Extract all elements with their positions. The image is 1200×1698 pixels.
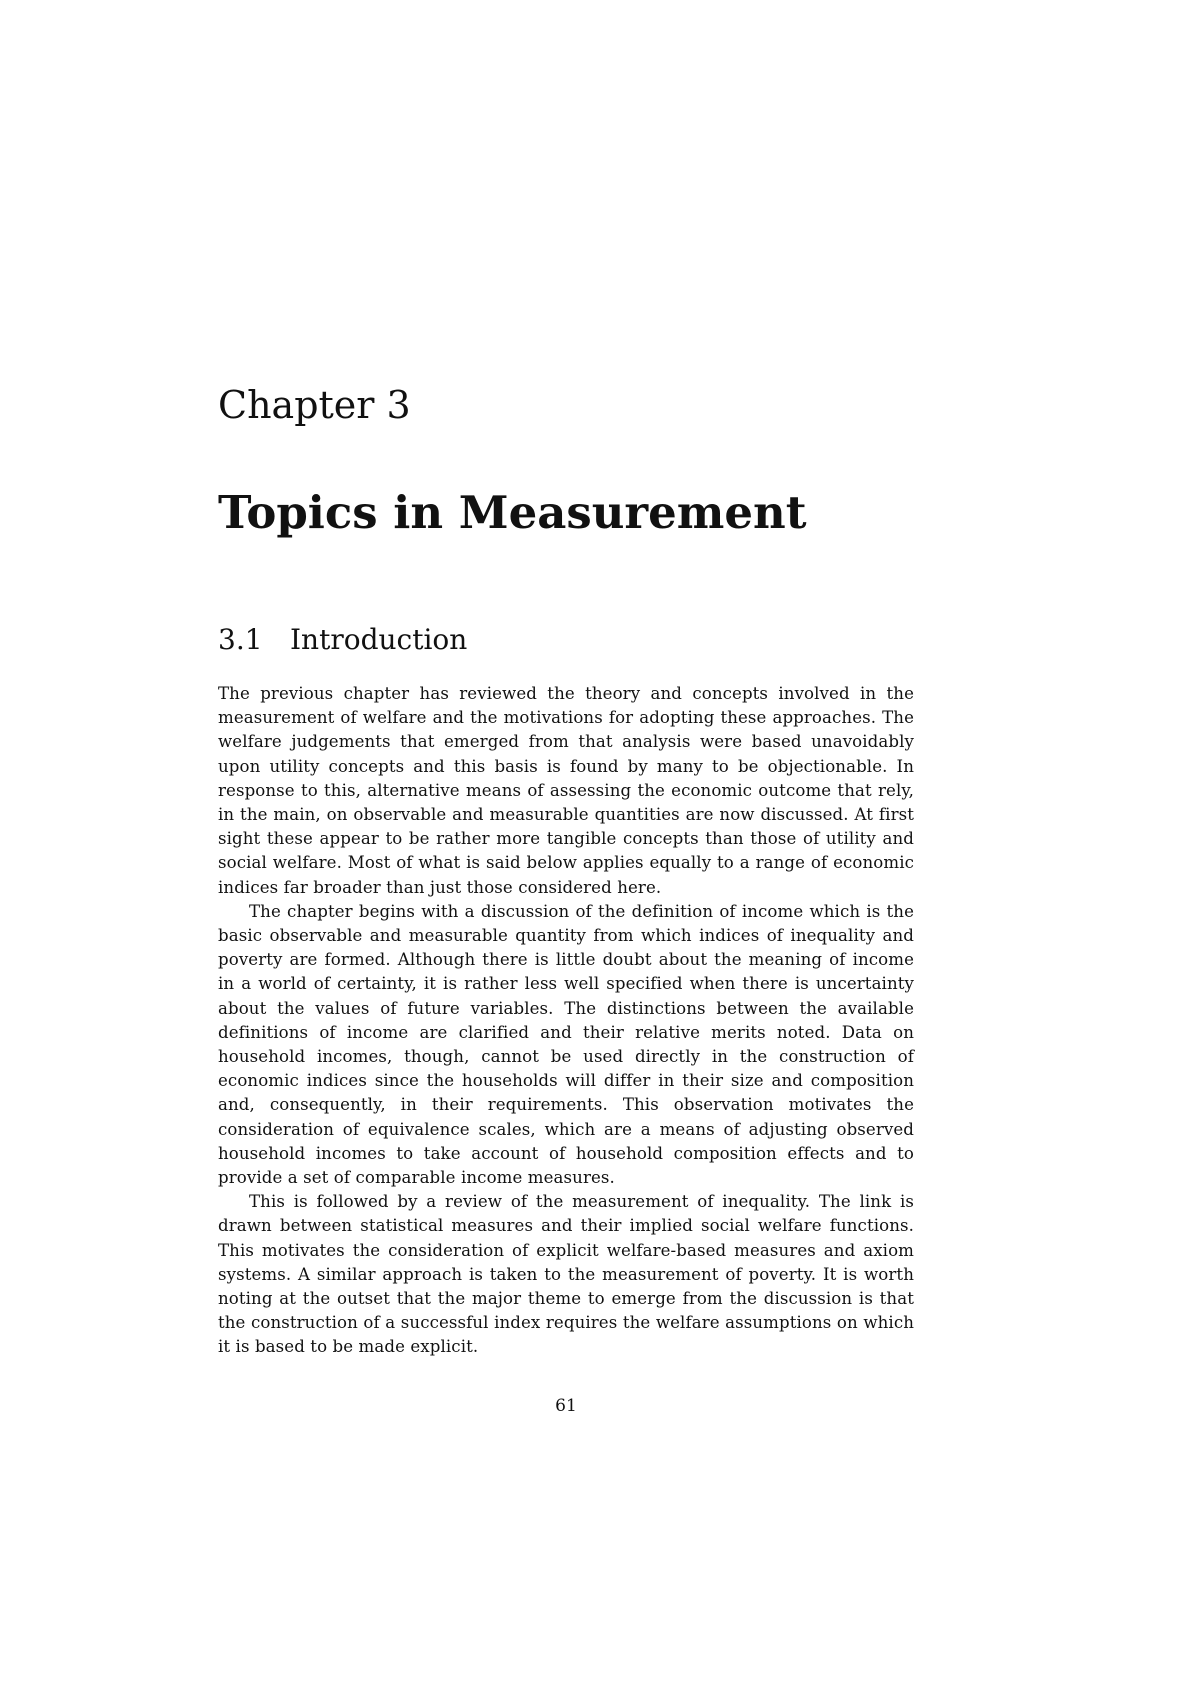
page-number: 61 [555,1396,577,1416]
body-text [218,682,914,1360]
chapter-title: Topics in Measurement [218,486,807,539]
section-heading [218,623,468,656]
paragraph-3: This is followed by a review of the measurement of inequality. The link is drawn between statistical measures and their implied social welfare functions. This motivates the consideration of explicit welfare-based measures and axiom systems. A similar approach is taken to the measurement of poverty. It is worth noting at the outset that the major theme to emerge from the discussion is that the construction of a successful index requires the welfare assumptions on which it is based to be made explicit. [218,1192,914,1357]
section-number: 3.1 [218,623,263,656]
section-title: Introduction [290,623,468,656]
paragraph-2: The chapter begins with a discussion of the definition of income which is the basic observable and measurable quantity from which indices of inequality and poverty are formed. Although there is little doubt about the meaning of income in a world of certainty, it is rather less well specified when there is uncertainty about the values of future variables. The distinctions between the available definitions of income are clarified and their relative merits noted. Data on household incomes, though, cannot be used directly in the construction of economic indices since the households will differ in their size and composition and, consequently, in their requirements. This observation motivates the consideration of equivalence scales, which are a means of adjusting observed household incomes to take account of household composition effects and to provide a set of comparable income measures. [218,901,914,1188]
chapter-label: Chapter 3 [218,383,411,427]
paragraph-1: The previous chapter has reviewed the theory and concepts involved in the measurement of welfare and the motivations for adopting these approaches. The welfare judgements that emerged from that analysis were based unavoidably upon utility concepts and this basis is found by many to be objectionable. In response to this, alternative means of assessing the economic outcome that rely, in the main, on observable and measurable quantities are now discussed. At first sight these appear to be rather more tangible concepts than those of utility and social welfare. Most of what is said below applies equally to a range of economic indices far broader than just those considered here. [218,684,914,897]
